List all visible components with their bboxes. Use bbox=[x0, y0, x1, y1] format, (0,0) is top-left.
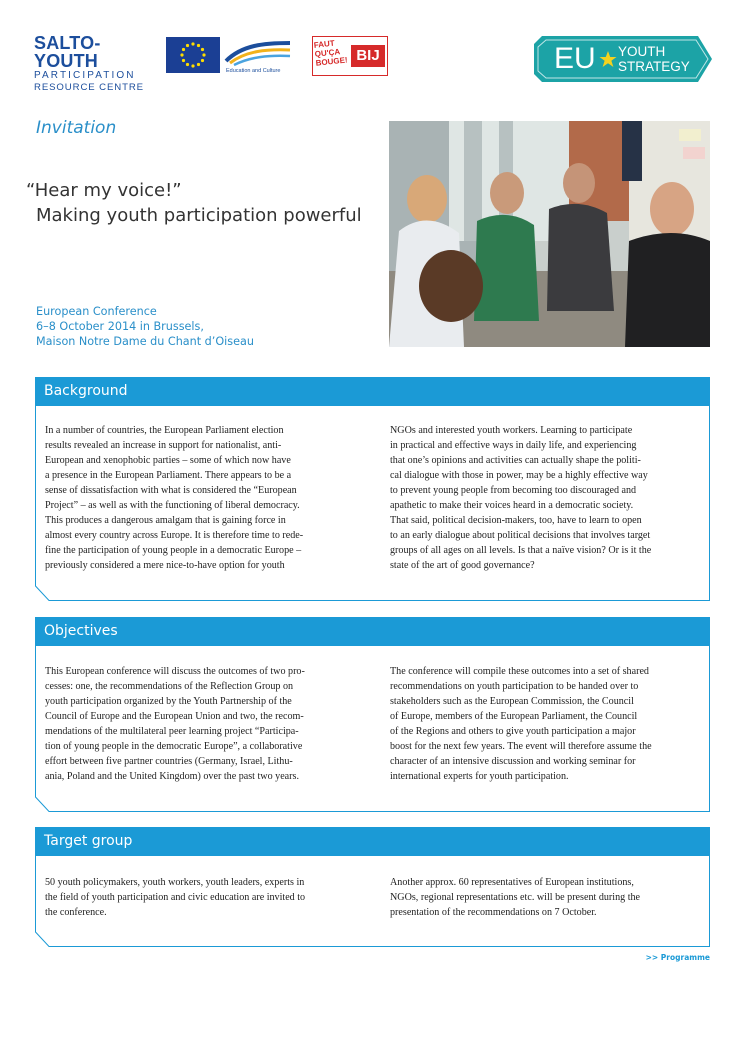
swoosh-icon bbox=[224, 37, 294, 67]
salto-logo-line1: SALTO-YOUTH bbox=[34, 33, 101, 71]
event-type: European Conference bbox=[36, 305, 157, 318]
objectives-heading: Objectives bbox=[35, 617, 710, 646]
youth-line: YOUTH bbox=[618, 44, 666, 59]
bij-logo bbox=[312, 36, 388, 76]
text-line: This produces a dangerous amalgam that is gaining force in bbox=[45, 515, 286, 526]
text-line: international experts for youth participation. bbox=[390, 771, 569, 782]
text-line: fine the participation of young people in a democratic Europe – bbox=[45, 545, 302, 556]
target-group-section bbox=[35, 827, 710, 947]
text-line: tion of young people in the democratic Europe”, a collaborative bbox=[45, 741, 303, 752]
text-line: European and xenophobic parties – some of which now have bbox=[45, 455, 291, 466]
background-heading: Background bbox=[35, 377, 710, 406]
text-line: in practical and effective ways in daily life, and experiencing bbox=[390, 440, 637, 451]
text-line: NGOs, regional representations etc. will be present during the bbox=[390, 892, 641, 903]
salto-logo-line3: RESOURCE CENTRE bbox=[34, 82, 144, 93]
text-line: sense of dissatisfaction with what is considered the “European bbox=[45, 485, 297, 496]
text-line: stakeholders such as the European Commission, the Council bbox=[390, 696, 634, 707]
text-line: the conference. bbox=[45, 907, 107, 918]
text-line: that one’s opinions and activities can actually shape the politi- bbox=[390, 455, 641, 466]
text-line: to an early dialogue about political decisions that involves target bbox=[390, 530, 651, 541]
text-line: apathetic to make their voices heard in a democratic society. bbox=[390, 500, 634, 511]
text-line: cal dialogue with those in power, may be a highly effective way bbox=[390, 470, 648, 481]
text-line: boost for the next few years. The event will therefore assume the bbox=[390, 741, 652, 752]
text-line: cesses: one, the recommendations of the Reflection Group on bbox=[45, 681, 294, 692]
objectives-right-column bbox=[390, 664, 700, 784]
salto-logo-line2: PARTICIPATION bbox=[34, 70, 136, 81]
event-date-place: 6–8 October 2014 in Brussels, bbox=[36, 320, 204, 333]
text-line: state of the art of good governance? bbox=[390, 560, 535, 571]
bij-label: BIJ bbox=[351, 45, 385, 67]
text-line: of Europe, members of the European Parliament, the Council bbox=[390, 711, 638, 722]
text-line: almost every country across Europe. It is therefore time to rede- bbox=[45, 530, 304, 541]
text-line: groups of all ages on all levels. Is that a naïve vision? Or is it the bbox=[390, 545, 652, 556]
text-line: ania, Poland and the United Kingdom) over the past two years. bbox=[45, 771, 299, 782]
invitation-kicker: Invitation bbox=[36, 118, 117, 138]
eu-youth-strategy-badge bbox=[534, 36, 712, 82]
group-discussion-photo bbox=[389, 121, 710, 347]
salto-youth-logo bbox=[34, 34, 164, 93]
programme-link[interactable]: >> Programme bbox=[645, 953, 710, 962]
event-details bbox=[36, 304, 254, 349]
strategy-line: STRATEGY bbox=[618, 59, 690, 74]
text-line: That said, political decision-makers, too, have to learn to open bbox=[390, 515, 642, 526]
event-venue: Maison Notre Dame du Chant d’Oiseau bbox=[36, 335, 254, 348]
objectives-left-column bbox=[45, 664, 355, 784]
text-line: In a number of countries, the European Parliament election bbox=[45, 425, 284, 436]
text-line: Project” – as well as with the functioning of liberal democracy. bbox=[45, 500, 300, 511]
eu-label: EU bbox=[554, 42, 596, 75]
target-group-right-column bbox=[390, 875, 700, 920]
text-line: a presence in the European Parliament. There appears to be a bbox=[45, 470, 292, 481]
text-line: youth participation organized by the Youth Partnership of the bbox=[45, 696, 292, 707]
bij-handwriting bbox=[313, 37, 350, 73]
text-line: Another approx. 60 representatives of European institutions, bbox=[390, 877, 634, 888]
text-line: This European conference will discuss the outcomes of two pro- bbox=[45, 666, 305, 677]
bij-handwriting-line: BOUGE! bbox=[315, 55, 349, 68]
youth-strategy-label bbox=[618, 44, 690, 74]
text-line: 50 youth policymakers, youth workers, youth leaders, experts in bbox=[45, 877, 305, 888]
text-line: The conference will compile these outcomes into a set of shared bbox=[390, 666, 649, 677]
background-right-column bbox=[390, 423, 700, 573]
text-line: the field of youth participation and civic education are invited to bbox=[45, 892, 306, 903]
text-line: to prevent young people from becoming too discouraged and bbox=[390, 485, 637, 496]
eac-caption: Education and Culture bbox=[226, 68, 281, 74]
background-left-column bbox=[45, 423, 355, 573]
page-title-line1: “Hear my voice!” bbox=[26, 180, 182, 201]
text-line: effort between five partner countries (Germany, Israel, Lithu- bbox=[45, 756, 293, 767]
text-line: results revealed an increase in support for nationalist, anti- bbox=[45, 440, 282, 451]
bij-handwriting-line: FAUT bbox=[313, 38, 336, 50]
objectives-section bbox=[35, 617, 710, 812]
education-culture-logo bbox=[224, 37, 294, 77]
text-line: Council of Europe and the European Union and two, the recom- bbox=[45, 711, 304, 722]
text-line: previously considered a mere nice-to-have option for youth bbox=[45, 560, 285, 571]
text-line: character of an intensive discussion and working seminar for bbox=[390, 756, 636, 767]
eu-flag-icon bbox=[166, 37, 220, 73]
text-line: of the Regions and others to give youth participation a major bbox=[390, 726, 636, 737]
text-line: mendations of the multilateral peer learning project “Participa- bbox=[45, 726, 299, 737]
text-line: presentation of the recommendations on 7 October. bbox=[390, 907, 597, 918]
text-line: NGOs and interested youth workers. Learning to participate bbox=[390, 425, 633, 436]
text-line: recommendations on youth participation to be handed over to bbox=[390, 681, 639, 692]
target-group-left-column bbox=[45, 875, 355, 920]
bij-handwriting-line: QU'ÇA bbox=[314, 47, 341, 59]
page-title-line2: Making youth participation powerful bbox=[36, 205, 362, 226]
background-section bbox=[35, 377, 710, 601]
target-group-heading: Target group bbox=[35, 827, 710, 856]
